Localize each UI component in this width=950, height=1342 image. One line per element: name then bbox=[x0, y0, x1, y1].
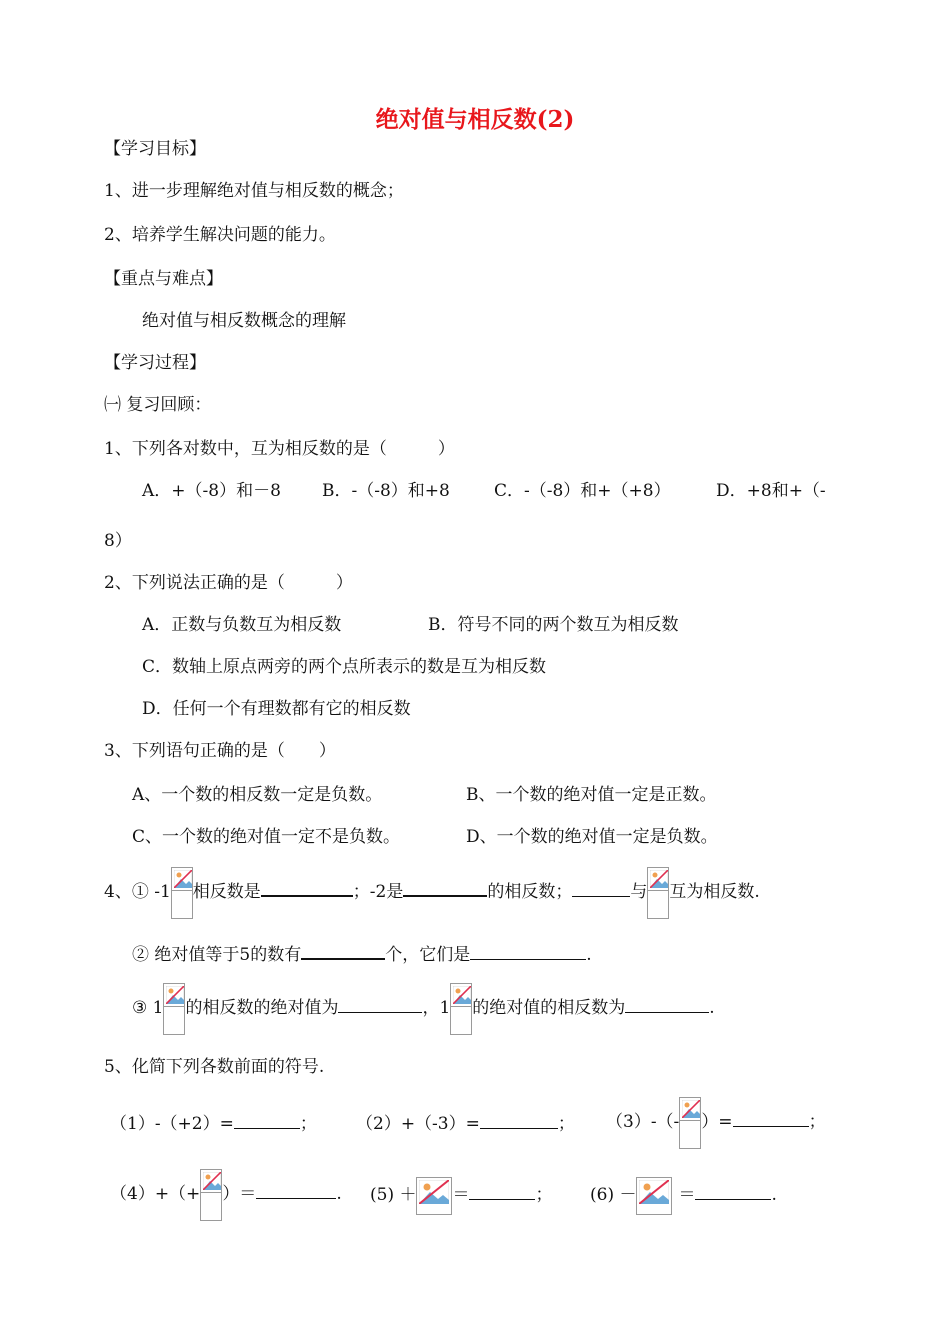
q1-option-d-cont: 8） bbox=[104, 531, 132, 551]
q5-item-5-end: ； bbox=[535, 1185, 553, 1205]
page-title: 绝对值与相反数(2) bbox=[375, 106, 575, 133]
q5-blank-1[interactable] bbox=[234, 1112, 300, 1129]
q5-item-4 bbox=[110, 1166, 342, 1226]
q2-option-d: D．任何一个有理数都有它的相反数 bbox=[142, 699, 411, 719]
process-header: 【学习过程】 bbox=[104, 353, 206, 373]
q4-part3-start: ③ 1 bbox=[132, 998, 164, 1018]
q4-part1 bbox=[104, 864, 760, 924]
key-text: 绝对值与相反数概念的理解 bbox=[142, 311, 346, 331]
fraction-image-icon bbox=[200, 1169, 222, 1221]
q4-blank-7[interactable] bbox=[625, 996, 709, 1013]
q4-part1-mid2: 的相反数； bbox=[487, 882, 573, 902]
q3-stem: 3、下列语句正确的是（ ） bbox=[104, 741, 336, 761]
q3-option-c: C、一个数的绝对值一定不是负数。 bbox=[132, 827, 401, 847]
q5-item-6-start: (6) － bbox=[590, 1185, 637, 1205]
q5-item-2 bbox=[356, 1112, 575, 1135]
q4-part3-mid: 的相反数的绝对值为 bbox=[185, 998, 339, 1018]
q5-item-4-mid: ）＝ bbox=[222, 1184, 257, 1204]
q5-stem: 5、化简下列各数前面的符号. bbox=[104, 1057, 325, 1077]
q4-part2-end: . bbox=[586, 945, 592, 965]
q4-part2-start: ② 绝对值等于5的数有 bbox=[132, 945, 302, 965]
q4-part1-with: 与 bbox=[630, 882, 648, 902]
q4-part2-mid: 个，它们是 bbox=[385, 945, 471, 965]
fraction-image-icon bbox=[647, 867, 669, 919]
fraction-image-icon bbox=[636, 1177, 672, 1215]
goal-1: 1、进一步理解绝对值与相反数的概念； bbox=[104, 181, 404, 201]
q2-stem: 2、下列说法正确的是（ ） bbox=[104, 573, 353, 593]
q5-item-1-end: ； bbox=[299, 1114, 317, 1134]
q4-blank-1[interactable] bbox=[261, 879, 353, 897]
q4-blank-5[interactable] bbox=[470, 943, 586, 960]
q1-option-d: D．+8和+（- bbox=[716, 481, 826, 501]
q4-blank-6[interactable] bbox=[338, 996, 422, 1013]
q5-item-1-expr: （1）-（+2）= bbox=[110, 1114, 234, 1134]
goal-2: 2、培养学生解决问题的能力。 bbox=[104, 225, 336, 245]
q5-item-2-expr: （2）+（-3）= bbox=[356, 1114, 480, 1134]
q4-blank-4[interactable] bbox=[301, 942, 385, 960]
fraction-image-icon bbox=[163, 983, 185, 1035]
q1-option-a: A．+（-8）和－8 bbox=[142, 481, 281, 501]
q4-part3 bbox=[132, 980, 715, 1040]
q5-blank-6[interactable] bbox=[695, 1183, 771, 1200]
q5-blank-3[interactable] bbox=[733, 1110, 809, 1127]
fraction-image-icon bbox=[679, 1097, 701, 1149]
q4-blank-3[interactable] bbox=[572, 880, 630, 897]
q5-blank-4[interactable] bbox=[256, 1182, 336, 1199]
q4-part1-start: 4、① -1 bbox=[104, 882, 171, 902]
q5-item-5-start: (5) ＋ bbox=[370, 1185, 417, 1205]
q5-item-2-end: ； bbox=[557, 1114, 575, 1134]
q5-item-1 bbox=[110, 1112, 317, 1135]
q5-item-4-end: . bbox=[336, 1184, 342, 1204]
q4-part1-mid: 相反数是 bbox=[192, 882, 261, 902]
key-header: 【重点与难点】 bbox=[104, 269, 223, 289]
q4-part1-end: 互为相反数. bbox=[669, 882, 760, 902]
q5-item-6-end: . bbox=[771, 1185, 777, 1205]
goals-header: 【学习目标】 bbox=[104, 139, 206, 159]
q1-option-b: B．-（-8）和+8 bbox=[322, 481, 450, 501]
q5-item-3-start: （3）-（- bbox=[606, 1112, 680, 1132]
q5-item-5-mid: ＝ bbox=[452, 1185, 470, 1205]
q2-option-b: B．符号不同的两个数互为相反数 bbox=[428, 615, 679, 635]
q5-blank-5[interactable] bbox=[469, 1183, 535, 1200]
fraction-image-icon bbox=[171, 867, 193, 919]
q2-option-c: C．数轴上原点两旁的两个点所表示的数是互为相反数 bbox=[142, 657, 547, 677]
q5-item-3-end: ； bbox=[808, 1112, 826, 1132]
q5-item-3 bbox=[606, 1094, 826, 1154]
q5-item-6 bbox=[590, 1176, 777, 1216]
q5-item-4-start: （4）+（+ bbox=[110, 1184, 201, 1204]
fraction-image-icon bbox=[416, 1177, 452, 1215]
q3-option-b: B、一个数的绝对值一定是正数。 bbox=[466, 785, 717, 805]
q1-stem: 1、下列各对数中，互为相反数的是（ ） bbox=[104, 439, 455, 459]
q3-option-a: A、一个数的相反数一定是负数。 bbox=[132, 785, 383, 805]
q4-part3-sep: ，1 bbox=[422, 998, 451, 1018]
review-header: ㈠ 复习回顾： bbox=[104, 395, 212, 415]
q4-part3-mid2: 的绝对值的相反数为 bbox=[472, 998, 626, 1018]
q4-part3-end: . bbox=[709, 998, 715, 1018]
q5-item-6-mid: ＝ bbox=[678, 1185, 696, 1205]
q1-option-c: C．-（-8）和+（+8） bbox=[494, 481, 671, 501]
q5-item-3-mid: ）= bbox=[701, 1112, 733, 1132]
q4-blank-2[interactable] bbox=[403, 879, 487, 897]
q3-option-d: D、一个数的绝对值一定是负数。 bbox=[466, 827, 718, 847]
q4-part2 bbox=[132, 942, 592, 966]
q4-part1-sep: ；-2是 bbox=[352, 882, 404, 902]
q2-option-a: A．正数与负数互为相反数 bbox=[142, 615, 342, 635]
q5-item-5 bbox=[370, 1176, 552, 1216]
fraction-image-icon bbox=[450, 983, 472, 1035]
q5-blank-2[interactable] bbox=[480, 1112, 558, 1129]
